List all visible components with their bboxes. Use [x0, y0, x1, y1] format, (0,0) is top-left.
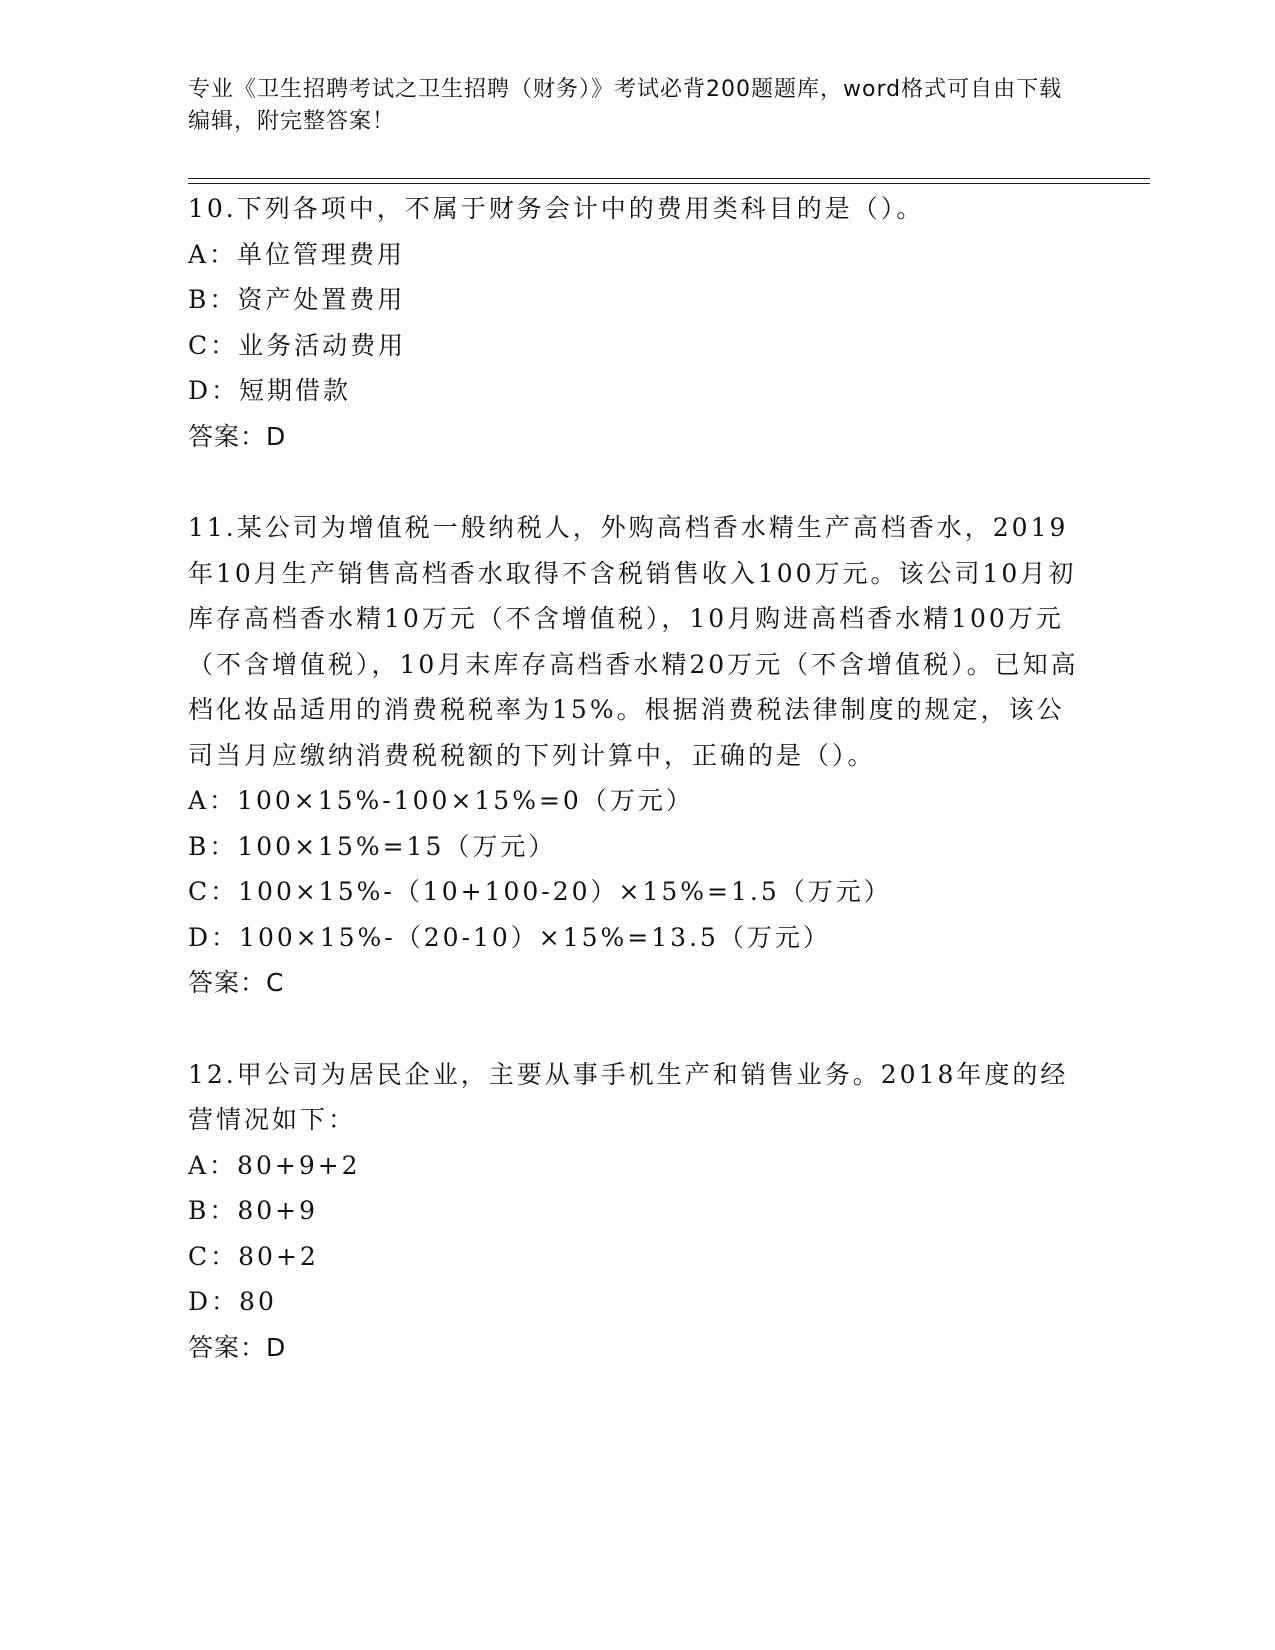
option-c: C：80+2	[188, 1241, 319, 1271]
option-c: C：业务活动费用	[188, 330, 407, 360]
option-b: B：80+9	[188, 1196, 319, 1225]
question-12	[188, 1052, 1088, 1371]
question-list	[188, 186, 1088, 1370]
question-stem: 10.下列各项中，不属于财务会计中的费用类科目的是（）。	[188, 194, 925, 223]
option-a: A：单位管理费用	[188, 239, 406, 269]
option-a: A：80+9+2	[188, 1150, 361, 1180]
option-c: C：100×15%-（10+100-20）×15%=1.5（万元）	[188, 877, 892, 906]
question-stem: 12.甲公司为居民企业，主要从事手机生产和销售业务。2018年度的经营情况如下：	[188, 1059, 1069, 1134]
option-b: B：100×15%=15（万元）	[188, 831, 557, 861]
header-divider	[188, 178, 1150, 184]
question-11	[188, 505, 1088, 1006]
option-b: B：资产处置费用	[188, 285, 406, 314]
option-d: D：80	[188, 1287, 277, 1316]
answer-line: 答案：C	[188, 968, 285, 997]
document-header: 专业《卫生招聘考试之卫生招聘（财务）》考试必背200题题库，word格式可自由下载编辑，附完整答案！	[188, 77, 1063, 134]
question-10	[188, 186, 1088, 459]
answer-line: 答案：D	[188, 1332, 287, 1362]
option-a: A：100×15%-100×15%=0（万元）	[188, 786, 694, 815]
option-d: D：100×15%-（20-10）×15%=13.5（万元）	[188, 922, 831, 952]
option-d: D：短期借款	[188, 376, 352, 405]
question-stem: 11.某公司为增值税一般纳税人，外购高档香水精生产高档香水，2019年10月生产销售高档香水取得不含税销售收入100万元。该公司10月初库存高档香水精10万元（不含增值税），10月购进高档香水精100万元（不含增值税），10月末库存高档香水精20万元（不含增值税）。已知高档化妆品适用的消费税税率为15%。根据消费税法律制度的规定，该公司当月应缴纳消费税税额的下列计算中，正确的是（）。	[188, 513, 1079, 770]
answer-line: 答案：D	[188, 421, 287, 451]
